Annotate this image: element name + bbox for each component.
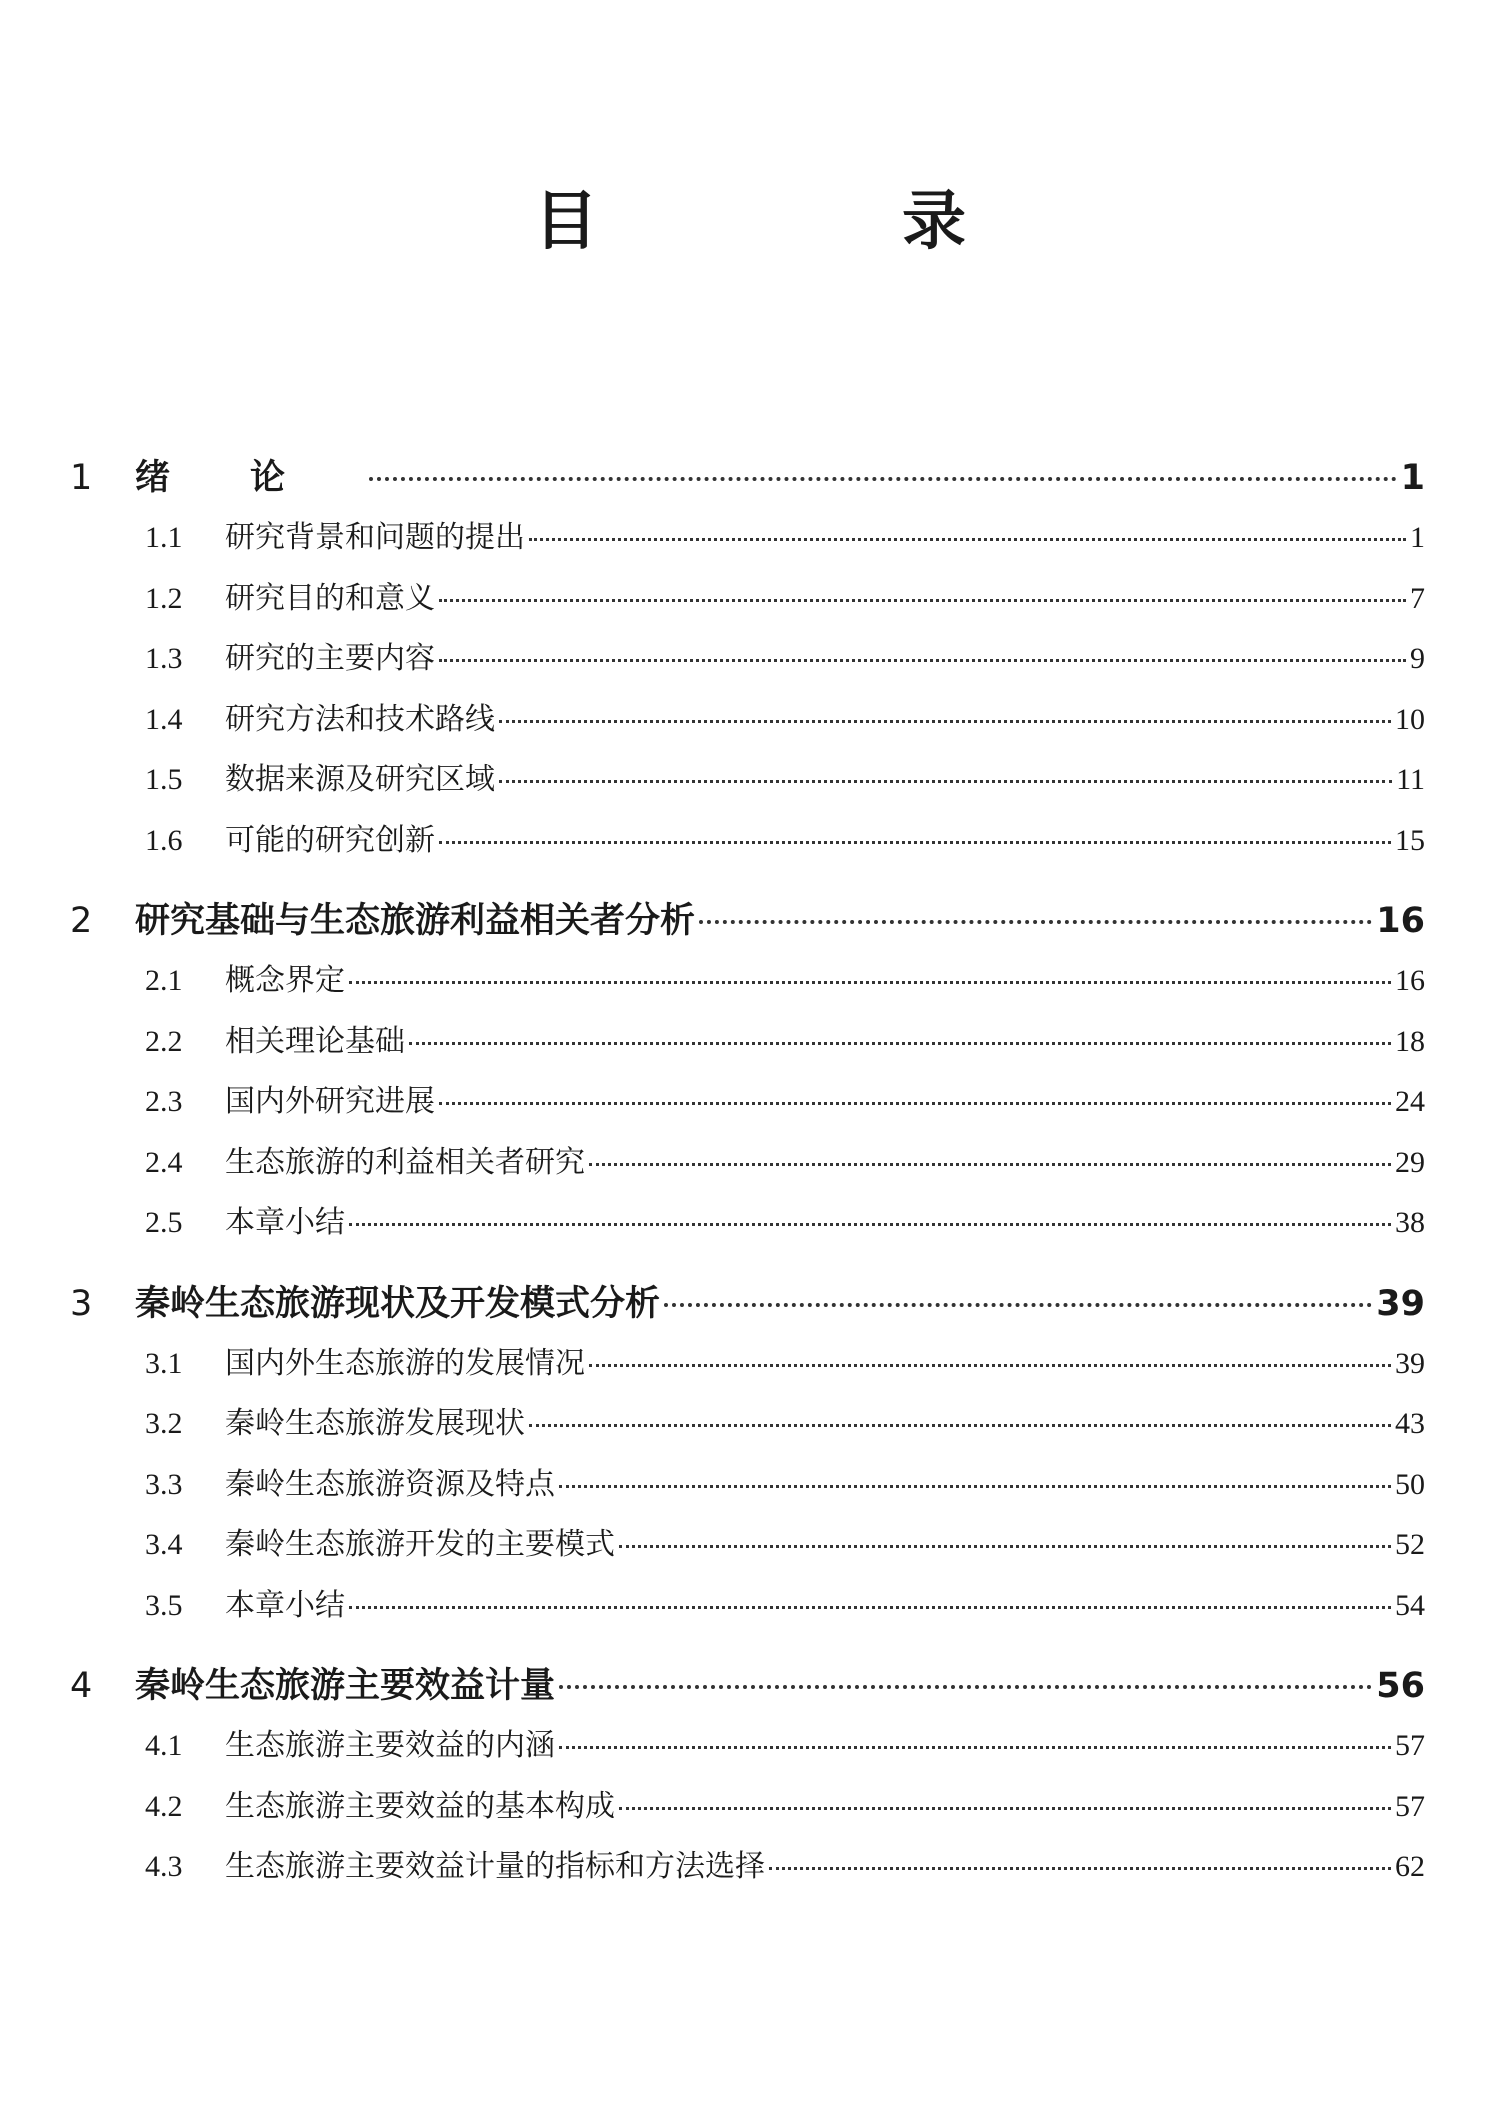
section-title: 概念界定	[225, 963, 345, 998]
section-page-number: 38	[1395, 1206, 1425, 1239]
toc-section-3.2[interactable]	[70, 1398, 1425, 1459]
section-title: 秦岭生态旅游资源及特点	[225, 1466, 555, 1502]
table-of-contents	[70, 450, 1425, 1902]
dot-leader	[589, 1364, 1391, 1367]
dot-leader	[439, 1102, 1391, 1105]
section-page-number: 54	[1395, 1588, 1425, 1622]
section-title: 生态旅游主要效益的内涵	[225, 1728, 555, 1763]
section-title: 本章小结	[225, 1205, 345, 1240]
section-title: 国内外研究进展	[225, 1084, 435, 1119]
section-title: 国内外生态旅游的发展情况	[225, 1345, 585, 1381]
chapter-number: 4	[70, 1666, 93, 1706]
toc-chapter-1[interactable]	[70, 450, 1425, 512]
toc-section-1.3[interactable]	[70, 633, 1425, 694]
dot-leader	[664, 1303, 1372, 1307]
toc-section-2.3[interactable]	[70, 1076, 1425, 1137]
toc-section-1.2[interactable]	[70, 573, 1425, 634]
section-page-number: 57	[1395, 1789, 1425, 1823]
dot-leader	[369, 477, 1397, 481]
section-page-number: 7	[1410, 581, 1425, 615]
section-title: 可能的研究创新	[225, 822, 435, 858]
section-title: 研究的主要内容	[225, 641, 435, 676]
section-page-number: 10	[1395, 702, 1425, 736]
toc-section-2.4[interactable]	[70, 1137, 1425, 1198]
section-page-number: 11	[1396, 763, 1425, 796]
chapter-title: 研究基础与生态旅游利益相关者分析	[135, 901, 696, 941]
section-page-number: 43	[1395, 1407, 1425, 1440]
toc-section-1.5[interactable]	[70, 754, 1425, 815]
section-number: 2.1	[145, 964, 183, 997]
section-title: 秦岭生态旅游开发的主要模式	[225, 1527, 615, 1562]
toc-section-2.5[interactable]	[70, 1197, 1425, 1258]
section-title: 相关理论基础	[225, 1023, 405, 1059]
section-number: 1.6	[145, 823, 183, 857]
section-page-number: 57	[1395, 1729, 1425, 1762]
section-title: 生态旅游主要效益的基本构成	[225, 1788, 615, 1824]
section-page-number: 16	[1395, 964, 1425, 997]
chapter-number: 1	[70, 458, 93, 498]
dot-leader	[619, 1545, 1391, 1548]
dot-leader	[699, 920, 1372, 924]
toc-section-2.1[interactable]	[70, 955, 1425, 1016]
section-number: 4.2	[145, 1789, 183, 1823]
section-page-number: 50	[1395, 1467, 1425, 1501]
section-page-number: 24	[1395, 1085, 1425, 1118]
section-page-number: 9	[1410, 642, 1425, 675]
dot-leader	[559, 1685, 1372, 1689]
section-number: 4.1	[145, 1729, 183, 1762]
section-page-number: 29	[1395, 1145, 1425, 1179]
chapter-title: 秦岭生态旅游主要效益计量	[135, 1666, 556, 1706]
section-page-number: 15	[1395, 823, 1425, 857]
section-title: 研究背景和问题的提出	[225, 520, 525, 555]
section-number: 2.4	[145, 1145, 183, 1179]
chapter-title: 秦岭生态旅游现状及开发模式分析	[135, 1283, 661, 1324]
toc-section-4.1[interactable]	[70, 1720, 1425, 1781]
dot-leader	[499, 780, 1392, 783]
dot-leader	[409, 1042, 1391, 1045]
section-title: 研究方法和技术路线	[225, 701, 495, 737]
dot-leader	[439, 659, 1406, 662]
dot-leader	[529, 538, 1406, 541]
chapter-number: 3	[70, 1283, 93, 1324]
section-number: 3.2	[145, 1407, 183, 1440]
dot-leader	[619, 1807, 1391, 1810]
section-title: 生态旅游的利益相关者研究	[225, 1144, 585, 1180]
dot-leader	[529, 1424, 1391, 1427]
section-number: 4.3	[145, 1850, 183, 1883]
dot-leader	[439, 841, 1391, 844]
toc-section-1.4[interactable]	[70, 694, 1425, 755]
section-page-number: 62	[1395, 1850, 1425, 1883]
chapter-page-number: 16	[1376, 901, 1425, 941]
section-page-number: 39	[1395, 1346, 1425, 1380]
section-number: 2.2	[145, 1024, 183, 1058]
toc-chapter-4[interactable]	[70, 1658, 1425, 1720]
toc-section-3.4[interactable]	[70, 1519, 1425, 1580]
section-page-number: 52	[1395, 1528, 1425, 1561]
dot-leader	[559, 1485, 1391, 1488]
toc-section-1.6[interactable]	[70, 815, 1425, 876]
page-title: 目 录	[534, 185, 1086, 259]
dot-leader	[769, 1867, 1391, 1870]
section-page-number: 1	[1410, 521, 1425, 554]
toc-section-3.1[interactable]	[70, 1338, 1425, 1399]
section-title: 生态旅游主要效益计量的指标和方法选择	[225, 1849, 765, 1884]
section-page-number: 18	[1395, 1024, 1425, 1058]
section-number: 1.1	[145, 521, 183, 554]
section-number: 1.4	[145, 702, 183, 736]
dot-leader	[589, 1163, 1391, 1166]
chapter-page-number: 56	[1376, 1666, 1425, 1706]
dot-leader	[499, 720, 1391, 723]
toc-chapter-3[interactable]	[70, 1276, 1425, 1338]
dot-leader	[349, 1223, 1391, 1226]
section-title: 数据来源及研究区域	[225, 762, 495, 797]
section-number: 1.3	[145, 642, 183, 675]
section-number: 2.5	[145, 1206, 183, 1239]
dot-leader	[559, 1746, 1391, 1749]
chapter-page-number: 39	[1376, 1283, 1425, 1324]
chapter-number: 2	[70, 901, 93, 941]
section-number: 3.1	[145, 1346, 183, 1380]
section-number: 3.3	[145, 1467, 183, 1501]
toc-section-4.3[interactable]	[70, 1841, 1425, 1902]
section-number: 3.4	[145, 1528, 183, 1561]
chapter-page-number: 1	[1400, 458, 1425, 498]
toc-section-3.5[interactable]	[70, 1580, 1425, 1641]
section-number: 2.3	[145, 1085, 183, 1118]
dot-leader	[349, 981, 1391, 984]
toc-section-1.1[interactable]	[70, 512, 1425, 573]
chapter-title: 绪论	[135, 458, 366, 498]
section-number: 1.5	[145, 763, 183, 796]
section-title: 秦岭生态旅游发展现状	[225, 1406, 525, 1441]
section-number: 3.5	[145, 1588, 183, 1622]
section-number: 1.2	[145, 581, 183, 615]
toc-chapter-2[interactable]	[70, 893, 1425, 955]
toc-section-2.2[interactable]	[70, 1016, 1425, 1077]
section-title: 本章小结	[225, 1587, 345, 1623]
dot-leader	[439, 599, 1406, 602]
section-title: 研究目的和意义	[225, 580, 435, 616]
toc-section-3.3[interactable]	[70, 1459, 1425, 1520]
dot-leader	[349, 1606, 1391, 1609]
toc-section-4.2[interactable]	[70, 1781, 1425, 1842]
